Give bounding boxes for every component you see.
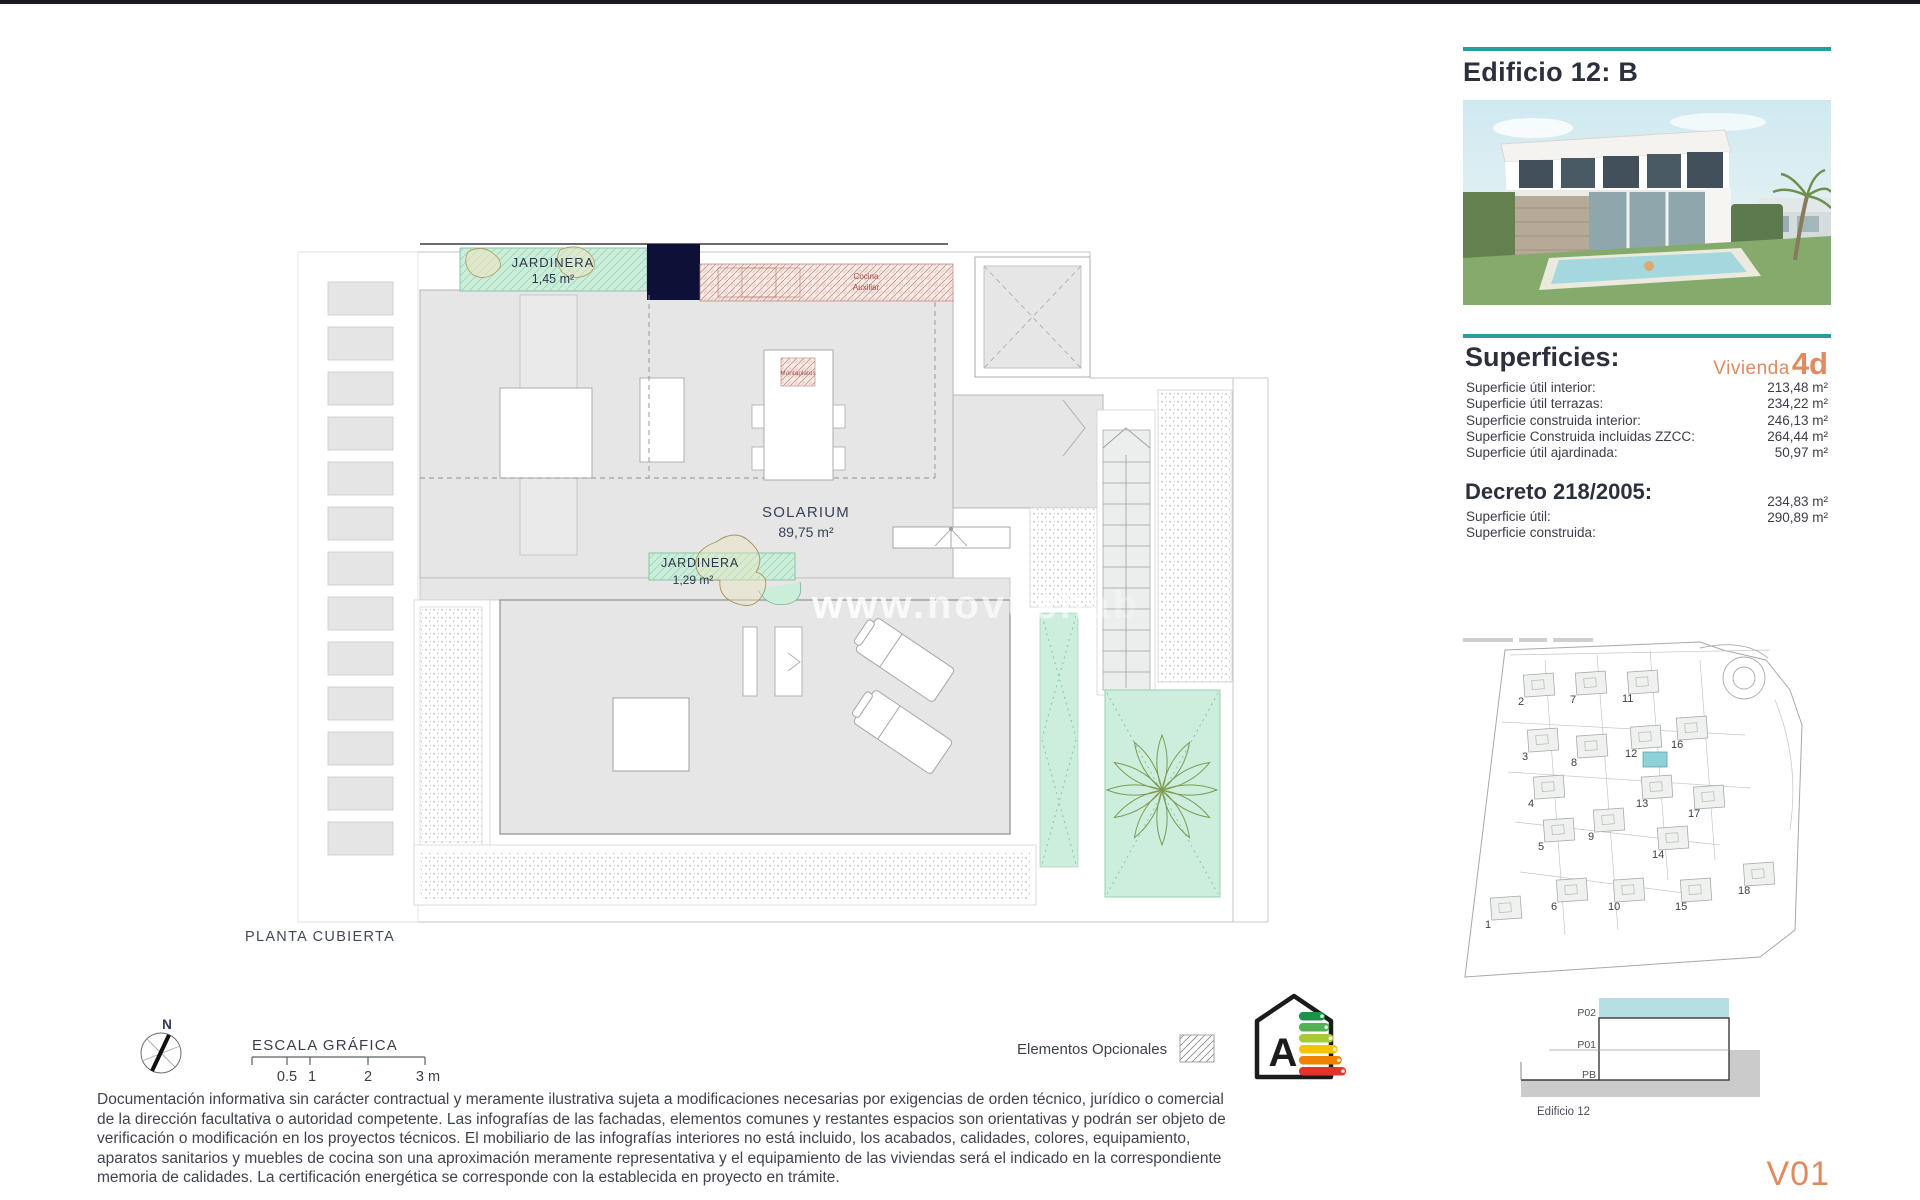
cocina-label-2: Auxiliar [852,283,880,292]
exterior-stairs [1097,410,1155,695]
site-cluster [1676,716,1707,740]
main-villa [1501,130,1731,260]
legal-disclaimer [97,1090,1387,1188]
energy-bar [1299,1067,1346,1076]
louver-slat [328,597,393,630]
floor-name-label: PLANTA CUBIERTA [245,929,396,945]
energy-bar [1299,1034,1333,1043]
site-plan [1463,638,1802,977]
optional-elements-label: Elementos Opcionales [1017,1041,1168,1058]
row-label: Superficie Construida incluidas ZZCC: [1466,428,1695,444]
watermark: www.novushab [812,583,1140,627]
site-cluster-footprint [1593,808,1624,832]
site-cluster-footprint [1627,670,1658,694]
site-cluster [1490,896,1521,920]
row-label: Superficie útil terrazas: [1466,396,1604,412]
siteplan-number: 5 [1538,841,1545,853]
site-cluster [1556,878,1587,902]
site-cluster-footprint [1630,725,1661,749]
row-value: 234,22 m² [1767,396,1828,412]
siteplan-number: 2 [1518,696,1525,708]
siteplan-number: 9 [1588,831,1595,843]
elevation-caption: Edificio 12 [1537,1106,1591,1118]
site-cluster-footprint [1523,673,1554,697]
louver-strip [298,252,418,922]
site-cluster [1680,878,1711,902]
energy-bar-cap [1341,1069,1345,1073]
redacted-watermark [1463,638,1593,642]
scale-bar [252,1037,440,1085]
vivienda-label: Vivienda [1713,358,1790,379]
row-label: Superficie útil interior: [1466,380,1596,395]
louver-slat [328,822,393,855]
level-label: PB [1581,1069,1596,1081]
decreto-value: 234,83 m² [1767,494,1828,509]
montaplatos-label: Montaplatos [780,370,816,377]
lawn-strip [1040,613,1078,867]
jardinera-top-name: JARDINERA [511,255,595,270]
siteplan-number: 12 [1625,748,1638,760]
scale-tick: 0.5 [276,1069,298,1085]
louver-slat [328,327,393,360]
site-cluster-footprint [1641,775,1672,799]
siteplan-number: 14 [1652,849,1665,861]
row-value: 264,44 m² [1767,428,1828,444]
siteplan-number: 7 [1570,694,1577,706]
energy-bar-cap [1333,1047,1337,1051]
jardinera-top [460,247,647,291]
disclaimer-line: de la dirección facultativa o autoridad competente. Las infografías de las fachadas, elementos comunes y restantes espacios son orientativas y podrán ser objeto de [97,1110,1226,1128]
villa-rendering [1463,100,1831,305]
site-cluster [1576,734,1607,758]
site-cluster [1575,671,1606,695]
site-cluster-footprint [1693,785,1724,809]
site-cluster-footprint [1613,878,1644,902]
siteplan-number: 18 [1738,885,1751,897]
louver-slat [328,732,393,765]
table-row [1466,445,1828,461]
elevation-highlight-floor [1599,998,1729,1018]
accent-rule-superficies [1463,334,1831,338]
decreto-label: Superficie útil: [1466,509,1551,524]
energy-bar-cap [1320,1014,1324,1018]
row-value: 50,97 m² [1774,445,1828,461]
jardinera-mid-name: JARDINERA [660,556,740,570]
site-cluster [1657,826,1688,850]
siteplan-number: 1 [1485,919,1492,931]
siteplan-number: 3 [1522,751,1529,763]
row-label: Superficie útil ajardinada: [1466,445,1618,461]
site-cluster-footprint [1657,826,1688,850]
version-tag: V01 [1766,1155,1830,1193]
siteplan-number: 13 [1636,798,1649,810]
siteplan-number: 17 [1688,808,1701,820]
disclaimer-line: aparatos sanitarios y muebles de cocina son una aproximación meramente representativa y el equipamiento de las viviendas será el indicado en la correspondiente [97,1149,1222,1167]
optional-elements-hatch [1180,1035,1214,1062]
decreto-label: Superficie construida: [1466,525,1596,540]
roof-lantern [640,378,684,462]
louver-slat [328,372,393,405]
table-row [1466,413,1828,429]
disclaimer-line: memoria de calidades. La certificación energética se corresponde con la establecida en proyecto en trámite. [97,1169,840,1186]
table-row [1466,396,1828,412]
siteplan-number: 8 [1571,757,1578,769]
hedge [1463,192,1515,264]
site-cluster-footprint [1576,734,1607,758]
louver-slat [328,462,393,495]
vivienda-tag [1713,346,1828,382]
louver-slat [328,282,393,315]
louver-slat [328,417,393,450]
siteplan-number: 15 [1675,901,1688,913]
site-cluster [1613,878,1644,902]
site-cluster [1630,725,1661,749]
siteplan-number: 16 [1671,739,1684,751]
site-cluster-footprint [1680,878,1711,902]
superficies-heading: Superficies: [1465,342,1620,372]
awning-strip [893,527,1010,548]
louver-slat [328,552,393,585]
north-arrow [141,1017,181,1073]
site-cluster [1693,785,1724,809]
disclaimer-line: Documentación informativa sin carácter contractual y meramente ilustrativa sujeta a modificaciones necesarias por exigencias de orden técnico, jurídico o comercial [97,1091,1224,1108]
row-label: Superficie construida interior: [1466,412,1641,428]
site-cluster [1523,673,1554,697]
louver-slat [328,642,393,675]
level-label: P01 [1577,1039,1596,1051]
elevation-diagram [1521,998,1760,1118]
north-label: N [162,1017,172,1032]
site-cluster [1627,670,1658,694]
decreto-value: 290,89 m² [1767,510,1828,525]
site-cluster-footprint [1543,818,1574,842]
siteplan-number: 10 [1608,901,1621,913]
level-label: P02 [1577,1007,1596,1019]
solarium-name: SOLARIUM [762,504,850,521]
cocina-label-1: Cocina [853,272,879,281]
row-value: 213,48 m² [1767,380,1828,395]
site-cluster [1641,775,1672,799]
louver-slat [328,687,393,720]
highlighted-plot-12 [1643,752,1667,767]
scale-bar-title: ESCALA GRÁFICA [252,1037,399,1054]
jardinera-top-area: 1,45 m² [531,272,575,286]
solarium-area: 89,75 m² [778,524,834,540]
energy-bar-cap [1324,1025,1328,1029]
site-cluster-footprint [1676,716,1707,740]
vivienda-code: 4d [1791,346,1828,381]
energy-bar [1299,1056,1342,1065]
energy-bar-cap [1337,1058,1341,1062]
disclaimer-line: verificación o modificación en los proyectos técnicos. El mobiliario de las infografías interiores no está incluido, los acabados, calidades, colores, equipamiento, [97,1130,1191,1147]
scale-tick: 2 [363,1069,373,1085]
site-cluster [1543,818,1574,842]
site-cluster [1743,862,1774,886]
site-cluster [1533,775,1564,799]
chimney-block [647,244,700,300]
site-cluster-footprint [1533,775,1564,799]
roof-opening [500,388,592,478]
jardinera-mid-area: 1,29 m² [672,573,714,587]
site-cluster-footprint [1556,878,1587,902]
site-cluster [1527,728,1558,752]
building-title: Edificio 12: B [1463,57,1639,87]
energy-letter: A [1268,1031,1298,1075]
siteplan-number: 11 [1622,693,1634,705]
table-row [1466,380,1828,396]
scale-tick: 1 [307,1069,317,1085]
decreto-heading: Decreto 218/2005: [1465,479,1653,504]
swimmer [1644,261,1654,271]
accent-rule-top [1463,47,1831,51]
siteplan-number: 4 [1528,798,1535,810]
louver-slat [328,777,393,810]
cocina-auxiliar-strip [700,264,953,301]
solarium-table [752,350,845,480]
scale-tick: 3 m [415,1069,441,1085]
site-cluster [1593,808,1624,832]
row-value: 246,13 m² [1767,412,1828,428]
louver-slat [328,507,393,540]
garden-plot [1105,690,1220,897]
roof-opening [613,698,689,771]
skylight-block [975,257,1090,377]
site-cluster-footprint [1490,896,1521,920]
siteplan-number: 6 [1551,901,1558,913]
table-row [1466,429,1828,445]
energy-certificate-icon [1257,996,1346,1077]
superficies-table [1466,380,1828,461]
site-cluster-footprint [1743,862,1774,886]
site-cluster-footprint [1527,728,1558,752]
site-cluster-footprint [1575,671,1606,695]
energy-bar-cap [1329,1036,1333,1040]
energy-bar [1299,1045,1338,1054]
